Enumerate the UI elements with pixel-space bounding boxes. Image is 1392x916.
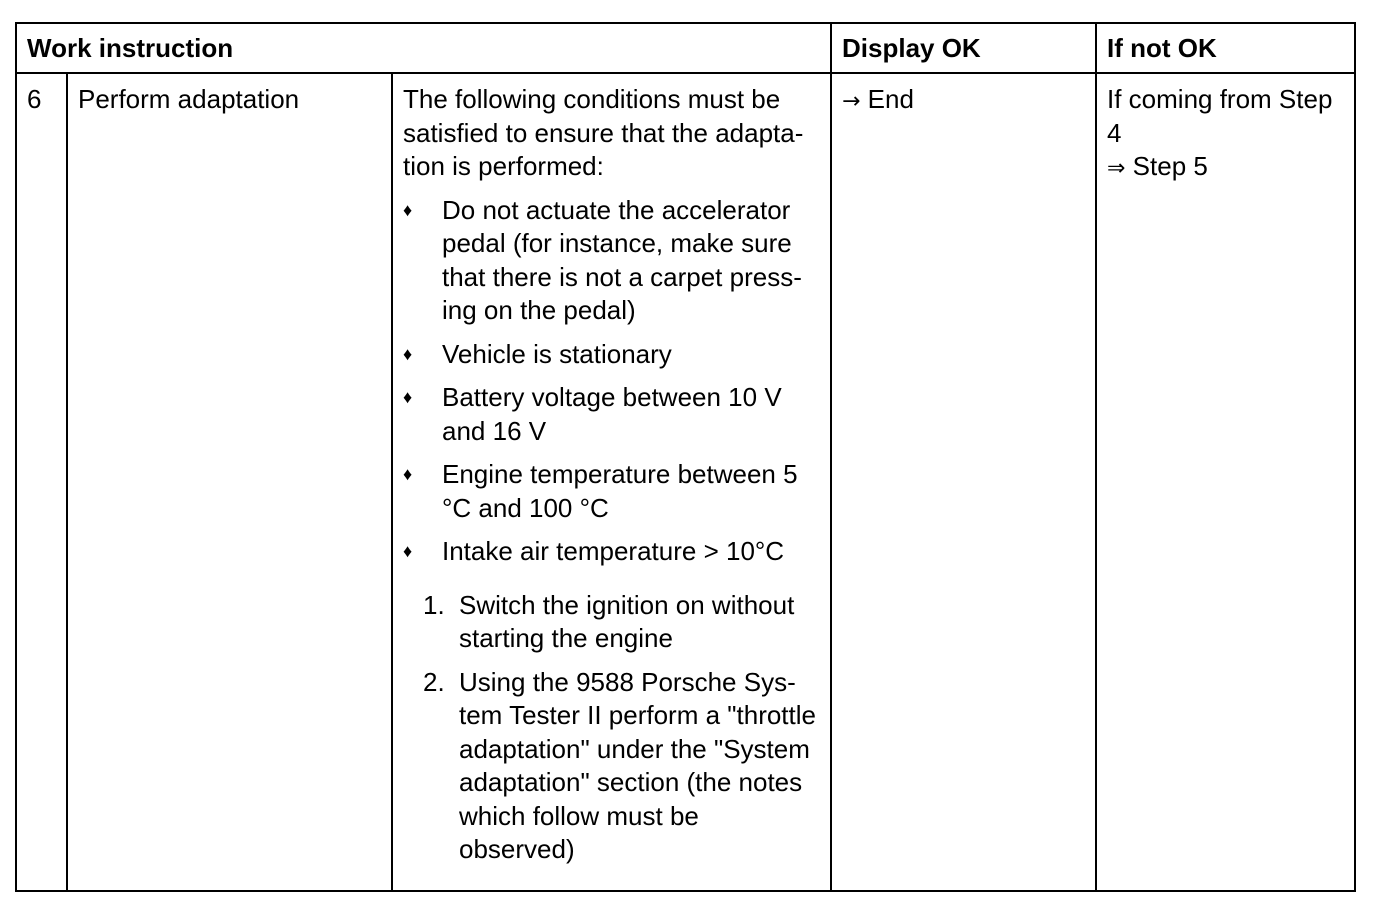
condition-text: Engine temperature between 5 °C and 100 °C	[442, 459, 798, 523]
diamond-bullet-icon: ♦	[403, 387, 413, 407]
work-instruction-table	[15, 22, 1356, 892]
condition-text: Vehicle is stationary	[442, 338, 672, 369]
list-item	[403, 458, 820, 525]
list-item	[403, 381, 820, 448]
header-display-ok: Display OK	[831, 23, 1096, 73]
if-not-ok-target: Step 5	[1132, 151, 1208, 181]
condition-text: Intake air temperature > 10°C	[442, 536, 785, 566]
list-item	[403, 535, 820, 569]
conditions-intro: The following conditions must be satisfied to ensure that the adaptation is performed:	[403, 84, 804, 181]
table-row	[16, 73, 1355, 891]
conditions-list	[403, 194, 820, 569]
list-item	[403, 666, 820, 867]
list-item	[403, 589, 820, 656]
table-header-row	[16, 23, 1355, 73]
right-arrow-icon: →	[842, 89, 861, 114]
diamond-bullet-icon: ♦	[403, 343, 413, 364]
list-item	[403, 194, 820, 328]
step-index: 1.	[423, 589, 445, 620]
procedure-steps	[403, 589, 820, 867]
step-details	[392, 73, 831, 891]
list-item	[403, 338, 820, 372]
step-action: Perform adaptation	[67, 73, 392, 891]
double-right-arrow-icon: ⇒	[1107, 156, 1126, 181]
header-if-not-ok: If not OK	[1096, 23, 1355, 73]
if-not-ok-cell	[1096, 73, 1355, 891]
diamond-bullet-icon: ♦	[403, 199, 413, 220]
display-ok-cell	[831, 73, 1096, 891]
step-index: 2.	[423, 666, 445, 697]
step-text: Using the 9588 Porsche System Tester II perform a "throttle adaptation" under the "System adaptation" section (the notes which follow must be observed)	[459, 666, 816, 864]
condition-text: Do not actuate the accelerator pedal (for instance, make sure that there is not a carpet pressing on the pedal)	[442, 194, 802, 325]
if-not-ok-condition: If coming from Step 4	[1107, 84, 1333, 148]
diamond-bullet-icon: ♦	[403, 541, 413, 561]
display-ok-text: End	[867, 84, 914, 114]
condition-text: Battery voltage between 10 V and 16 V	[442, 382, 782, 446]
step-number: 6	[16, 73, 67, 891]
header-work-instruction: Work instruction	[16, 23, 831, 73]
diamond-bullet-icon: ♦	[403, 464, 413, 484]
if-not-ok-goto	[1107, 150, 1344, 186]
step-text: Switch the ignition on without starting the engine	[459, 589, 795, 653]
